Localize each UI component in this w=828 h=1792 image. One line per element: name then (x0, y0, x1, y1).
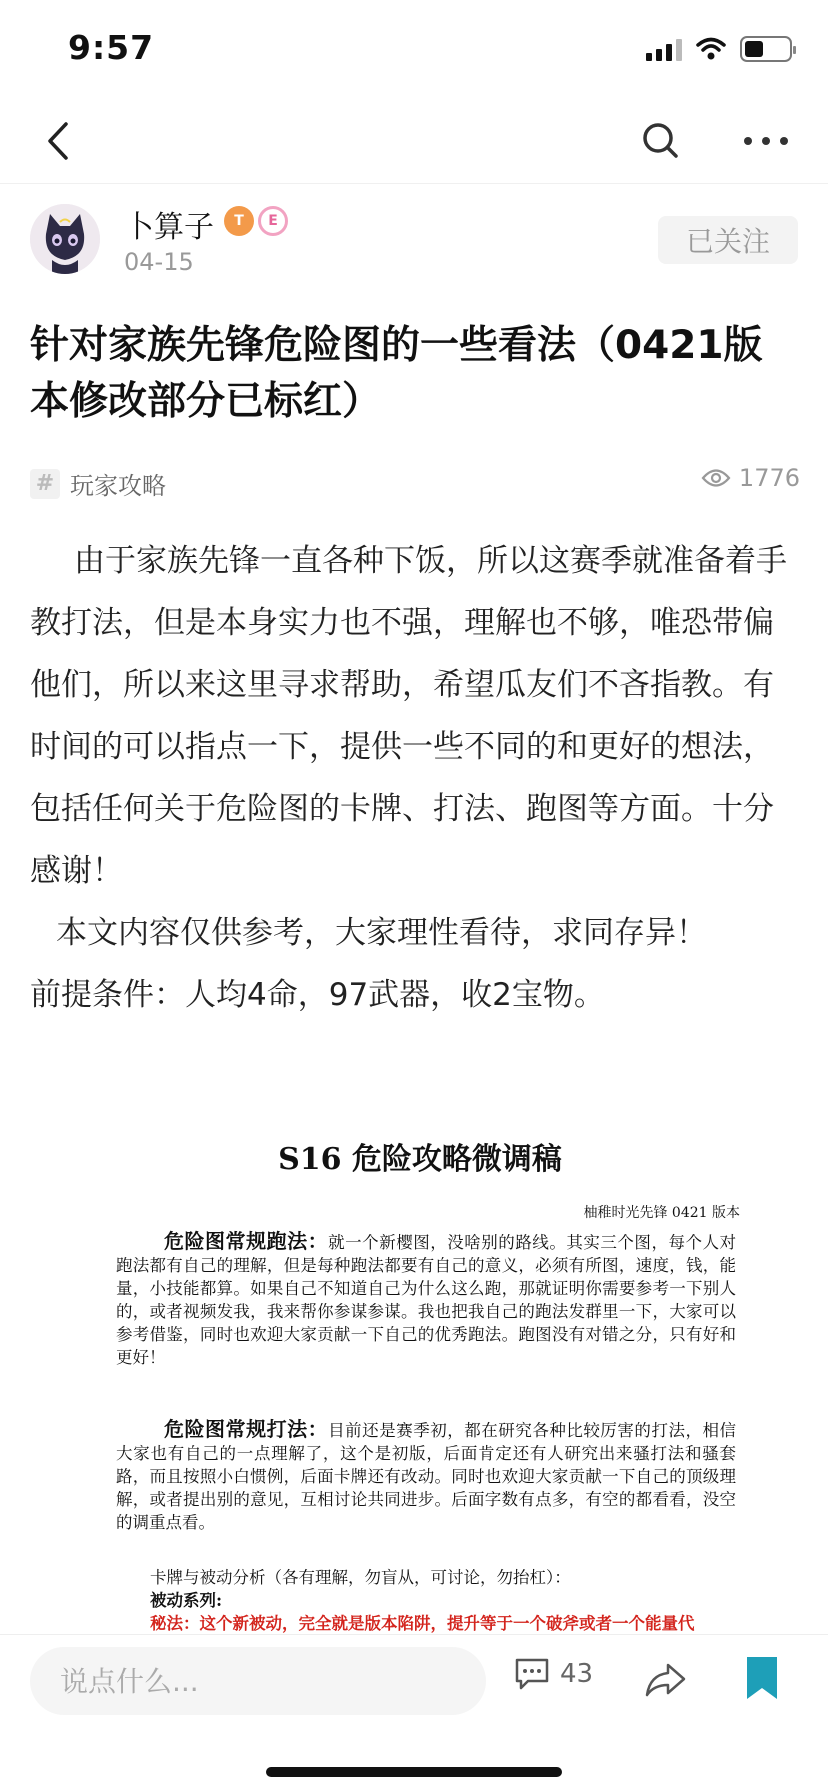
doc-title: S16 危险攻略微调稿 (278, 1142, 562, 1177)
bottom-action-bar (0, 1634, 828, 1792)
status-bar (0, 0, 828, 100)
tag-row (30, 462, 800, 502)
doc-line: 卡牌与被动分析（各有理解，勿盲从，可讨论，勿抬杠）： (150, 1568, 571, 1587)
body-paragraph: 本文内容仅供参考，大家理性看待，求同存异！ (56, 915, 707, 951)
doc-line: 被动系列: (150, 1591, 223, 1610)
post-date: 04-15 (124, 248, 194, 276)
doc-section-text: 就一个新樱图，没啥别的路线。其实三个图，每个人对跑法都有自己的理解，但是每种跑法都要有自己的意义，必须有所图，速度，钱，能量，小技能都算。如果自己不知道自己为什么这么跑，那就证明你需要参考一下别人的，或者视频发我，我来帮你参谋参谋。我也把我自己的跑法发群里一下，大家可以参考借鉴，同时也欢迎大家贡献一下自己的优秀跑法。跑图没有对错之分，只有好和更好！ (116, 1233, 737, 1367)
comment-bubble-icon (514, 1657, 550, 1691)
post-title: 针对家族先锋危险图的一些看法（0421版本修改部分已标红） (30, 323, 763, 424)
view-count (701, 464, 800, 492)
doc-section-cards (150, 1566, 736, 1634)
body-paragraph: 由于家族先锋一直各种下饭，所以这赛季就准备着手教打法，但是本身实力也不强，理解也不够，唯恐带偏他们，所以来这里寻求帮助，希望瓜友们不吝指教。有时间的可以指点一下，提供一些不同的和更好的想法，包括任何关于危险图的卡牌、打法、跑图等方面。十分感谢！ (30, 543, 787, 889)
share-icon[interactable] (642, 1655, 690, 1703)
comment-input[interactable] (30, 1647, 486, 1715)
wifi-icon (696, 37, 726, 61)
status-icons (646, 36, 792, 62)
doc-section-lead: 危险图常规打法： (164, 1417, 329, 1441)
cellular-signal-icon (646, 37, 682, 61)
comment-button[interactable] (514, 1657, 593, 1691)
doc-section-tactics (116, 1418, 736, 1534)
status-time: 9:57 (68, 28, 155, 67)
nav-bar (0, 100, 828, 184)
embedded-document-image[interactable] (100, 1118, 740, 1634)
author-name[interactable]: 卜算子 (124, 210, 214, 245)
author-avatar[interactable] (30, 204, 100, 274)
view-count-value: 1776 (738, 464, 800, 492)
battery-icon (740, 36, 792, 62)
doc-section-routes (116, 1230, 736, 1369)
topic-tag[interactable] (30, 466, 166, 501)
home-indicator[interactable] (266, 1767, 562, 1777)
follow-button[interactable]: 已关注 (658, 216, 798, 264)
topic-tag-label: 玩家攻略 (70, 472, 166, 500)
post-body (30, 530, 800, 1026)
level-badge: T (224, 206, 254, 236)
vip-badge: E (258, 206, 288, 236)
body-paragraph: 前提条件：人均4命，97武器，收2宝物。 (30, 977, 605, 1013)
comment-count: 43 (560, 1659, 594, 1689)
author-row (0, 184, 828, 294)
hashtag-icon: # (30, 469, 60, 499)
cat-avatar-icon (30, 204, 100, 274)
more-dots-icon[interactable] (736, 116, 796, 166)
eye-icon (701, 467, 731, 489)
back-arrow-icon[interactable] (36, 116, 86, 166)
doc-line-highlight: 秘法：这个新被动，完全就是版本陷阱，提升等于一个破斧或者一个能量代 (150, 1614, 695, 1633)
doc-version: 柚稚时光先锋 0421 版本 (583, 1205, 740, 1221)
bookmark-icon[interactable] (744, 1655, 780, 1701)
search-icon[interactable] (636, 116, 686, 166)
doc-section-lead: 危险图常规跑法： (164, 1229, 329, 1253)
author-badges (224, 206, 288, 236)
doc-section-text: 目前还是赛季初，都在研究各种比较厉害的打法，相信大家也有自己的一点理解了，这个是初版，后面肯定还有人研究出来骚打法和骚套路，而且按照小白惯例，后面卡牌还有改动。同时也欢迎大家贡献一下自己的顶级理解，或者提出别的意见，互相讨论共同进步。后面字数有点多，有空的都看看，没空的调重点看。 (116, 1421, 737, 1532)
